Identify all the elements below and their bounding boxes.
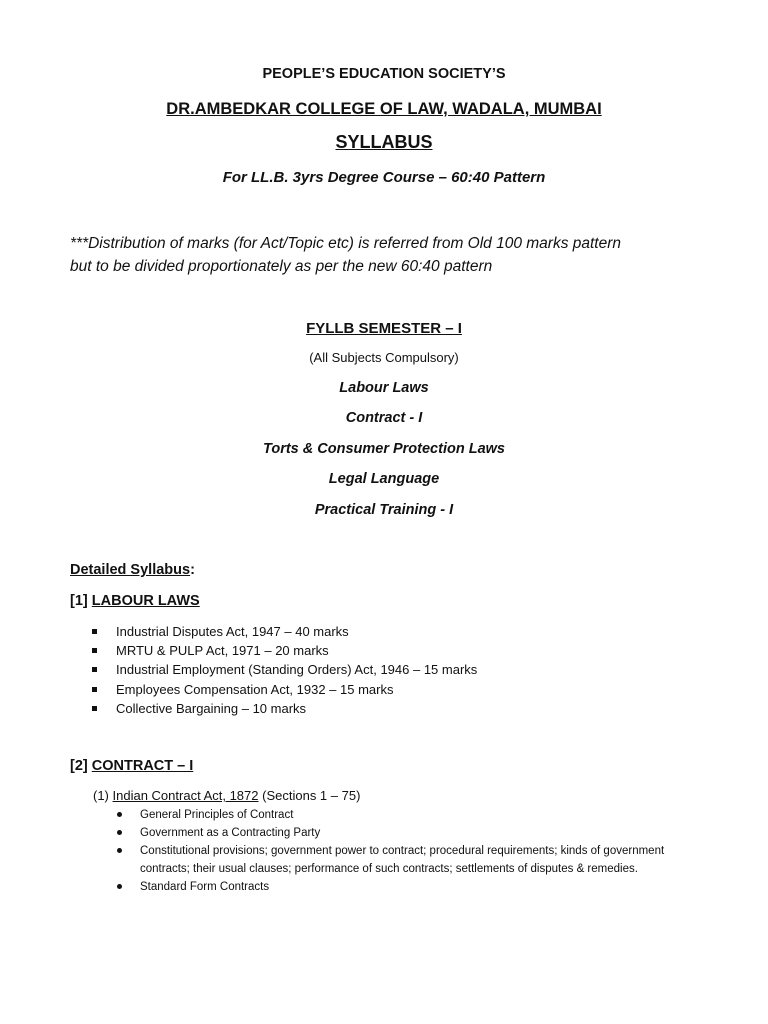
list-item: MRTU & PULP Act, 1971 – 20 marks: [92, 641, 477, 660]
section-contract-heading: [70, 758, 193, 774]
section-title: LABOUR LAWS: [91, 593, 200, 609]
marks-distribution-note: [70, 232, 710, 278]
sub-item-number: (1): [93, 788, 109, 803]
square-bullet-icon: [92, 706, 97, 711]
subject-torts: Torts & Consumer Protection Laws: [263, 441, 505, 457]
square-bullet-icon: [92, 648, 97, 653]
detailed-syllabus-heading: [70, 562, 195, 578]
square-bullet-icon: [92, 667, 97, 672]
section-number: [1]: [70, 593, 88, 609]
contract-topics-list: [116, 806, 676, 896]
round-bullet-icon: [117, 848, 122, 853]
college-name: DR.AMBEDKAR COLLEGE OF LAW, WADALA, MUMBAI: [166, 100, 602, 118]
note-line-1: ***Distribution of marks (for Act/Topic etc) is referred from Old 100 marks pattern: [70, 235, 622, 252]
semester-title: FYLLB SEMESTER – I: [306, 320, 462, 337]
detailed-syllabus-label: Detailed Syllabus: [70, 562, 191, 578]
section-number: [2]: [70, 758, 88, 774]
labour-laws-list: [92, 622, 477, 718]
detailed-syllabus-colon: :: [190, 562, 195, 578]
list-item: Industrial Employment (Standing Orders) Act, 1946 – 15 marks: [92, 660, 477, 679]
square-bullet-icon: [92, 687, 97, 692]
round-bullet-icon: [117, 884, 122, 889]
compulsory-note: (All Subjects Compulsory): [309, 350, 459, 365]
subject-labour-laws: Labour Laws: [339, 380, 429, 396]
square-bullet-icon: [92, 629, 97, 634]
subject-practical-training: Practical Training - I: [314, 502, 454, 518]
act-title: Indian Contract Act, 1872: [112, 788, 259, 803]
act-sections: (Sections 1 – 75): [262, 788, 361, 803]
course-subtitle: For LL.B. 3yrs Degree Course – 60:40 Pattern: [222, 169, 546, 186]
list-item: Collective Bargaining – 10 marks: [92, 699, 477, 718]
list-item: Standard Form Contracts: [116, 878, 676, 896]
contract-act-item: [93, 788, 360, 803]
subject-legal-language: Legal Language: [328, 471, 440, 487]
round-bullet-icon: [117, 812, 122, 817]
note-line-2: but to be divided proportionately as per the new 60:40 pattern: [70, 258, 493, 275]
list-item: Employees Compensation Act, 1932 – 15 marks: [92, 680, 477, 699]
document-title: SYLLABUS: [335, 132, 433, 152]
round-bullet-icon: [117, 830, 122, 835]
list-item: General Principles of Contract: [116, 806, 676, 824]
society-name: PEOPLE’S EDUCATION SOCIETY’S: [262, 66, 506, 82]
section-labour-laws-heading: [70, 593, 200, 609]
list-item: Government as a Contracting Party: [116, 824, 676, 842]
list-item: Constitutional provisions; government power to contract; procedural requirements; kinds of government contracts; their usual clauses; performance of such contracts; settlements of disputes & remedies.: [116, 842, 676, 878]
section-title: CONTRACT – I: [91, 758, 194, 774]
list-item: Industrial Disputes Act, 1947 – 40 marks: [92, 622, 477, 641]
subject-contract-i: Contract - I: [345, 410, 423, 426]
